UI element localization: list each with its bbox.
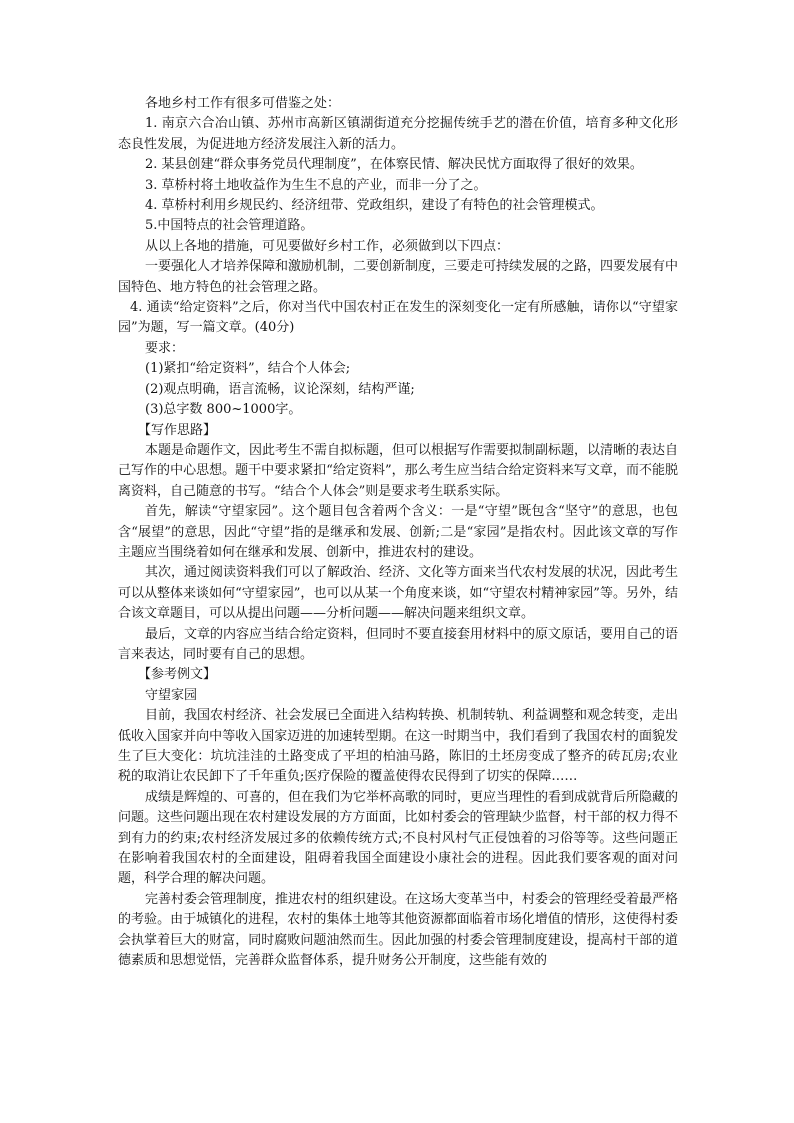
question-paragraph: 4. 通读“给定资料”之后，你对当代中国农村正在发生的深刻变化一定有所感触，请你以“守望家园”为题，写一篇文章。(40分) [118, 300, 678, 336]
summary-intro: 从以上各地的措施，可见要做好乡村工作，必须做到以下四点： [145, 238, 510, 254]
writing-ideas-paragraph: 本题是命题作文，因此考生不需自拟标题，但可以根据写作需要拟制副标题，以清晰的表达自己写作的中心思想。题干中要求紧扣“给定资料”，那么考生应当结合给定资料来写文章，而不能脱离资料，自己随意的书写。“结合个人体会”则是要求考生联系实际。 [118, 442, 679, 499]
document-body [118, 94, 678, 971]
summary-paragraph: 一要强化人才培养保障和激励机制，二要创新制度，三要走可持续发展的之路，四要发展有中国特色、地方特色的社会管理之路。 [118, 259, 679, 295]
sample-essay-paragraph: 目前，我国农村经济、社会发展已全面进入结构转换、机制转轨、利益调整和观念转变，走出低收入国家并向中等收入国家迈进的加速转型期。在这一时期当中，我们看到了我国农村的面貌发生了巨大变化：坑坑洼洼的土路变成了平坦的柏油马路，陈旧的土坯房变成了整齐的砖瓦房;农业税的取消让农民卸下了千年重负;医疗保险的覆盖使得农民得到了切实的保障…… [118, 708, 679, 785]
requirement-item: (1)紧扣“给定资料”，结合个人体会; [145, 361, 351, 377]
requirement-item: (3)总字数 800~1000字。 [145, 402, 302, 418]
sample-essay-heading: 【参考例文】 [138, 667, 217, 683]
list-item: 5.中国特点的社会管理道路。 [145, 218, 314, 234]
writing-ideas-paragraph: 最后，文章的内容应当结合给定资料，但同时不要直接套用材料中的原文原话，要用自己的语言来表达，同时要有自己的思想。 [118, 626, 679, 662]
sample-essay-paragraph: 完善村委会管理制度，推进农村的组织建设。在这场大变革当中，村委会的管理经受着最严格的考验。由于城镇化的进程，农村的集体土地等其他资源都面临着市场化增值的情形，这使得村委会执掌着巨大的财富，同时腐败问题油然而生。因此加强的村委会管理制度建设，提高村干部的道德素质和思想觉悟，完善群众监督体系，提升财务公开制度，这些能有效的 [118, 891, 679, 969]
intro-line: 各地乡村工作有很多可借鉴之处： [145, 96, 341, 111]
requirements-label: 要求： [145, 340, 185, 356]
writing-ideas-paragraph: 首先，解读“守望家园”。这个题目包含着两个含义：一是“守望”既包含“坚守”的意思，也包含“展望”的意思，因此“守望”指的是继承和发展、创新;二是“家园”是指农村。因此该文章的写作主题应当围绕着如何在继承和发展、创新中，推进农村的建设。 [118, 504, 678, 560]
writing-ideas-paragraph: 其次，通过阅读资料我们可以了解政治、经济、文化等方面来当代农村发展的状况，因此考生可以从整体来谈如何“守望家园”，也可以从某一个角度来谈，如“守望农村精神家园”等。另外，结合该文章题目，可以从提出问题——分析问题——解决问题来组织文章。 [118, 565, 679, 622]
list-item: 1. 南京六合冶山镇、苏州市高新区镇湖街道充分挖掘传统手艺的潜在价值，培育多种文化形态良性发展，为促进地方经济发展注入新的活力。 [118, 116, 678, 152]
writing-ideas-heading: 【写作思路】 [138, 422, 217, 438]
requirement-item: (2)观点明确，语言流畅，议论深刻，结构严谨; [145, 381, 415, 397]
list-item: 3. 草桥村将土地收益作为生生不息的产业，而非一分了之。 [145, 177, 487, 193]
sample-essay-paragraph: 成绩是辉煌的、可喜的，但在我们为它举杯高歌的同时，更应当理性的看到成就背后所隐藏的问题。这些问题出现在农村建设发展的方方面面，比如村委会的管理缺少监督，村干部的权力得不到有力的约束;农村经济发展过多的依赖传统方式;不良村风村气正侵蚀着的习俗等等。这些问题正在影响着我国农村的全面建设，阻碍着我国全面建设小康社会的进程。因此我们要客观的面对问题，科学合理的解决问题。 [118, 789, 679, 887]
list-item: 2. 某县创建“群众事务党员代理制度”，在体察民情、解决民忧方面取得了很好的效果。 [145, 157, 643, 173]
sample-essay-title: 守望家园 [145, 687, 198, 703]
list-item: 4. 草桥村利用乡规民约、经济纽带、党政组织，建设了有特色的社会管理模式。 [145, 198, 604, 214]
